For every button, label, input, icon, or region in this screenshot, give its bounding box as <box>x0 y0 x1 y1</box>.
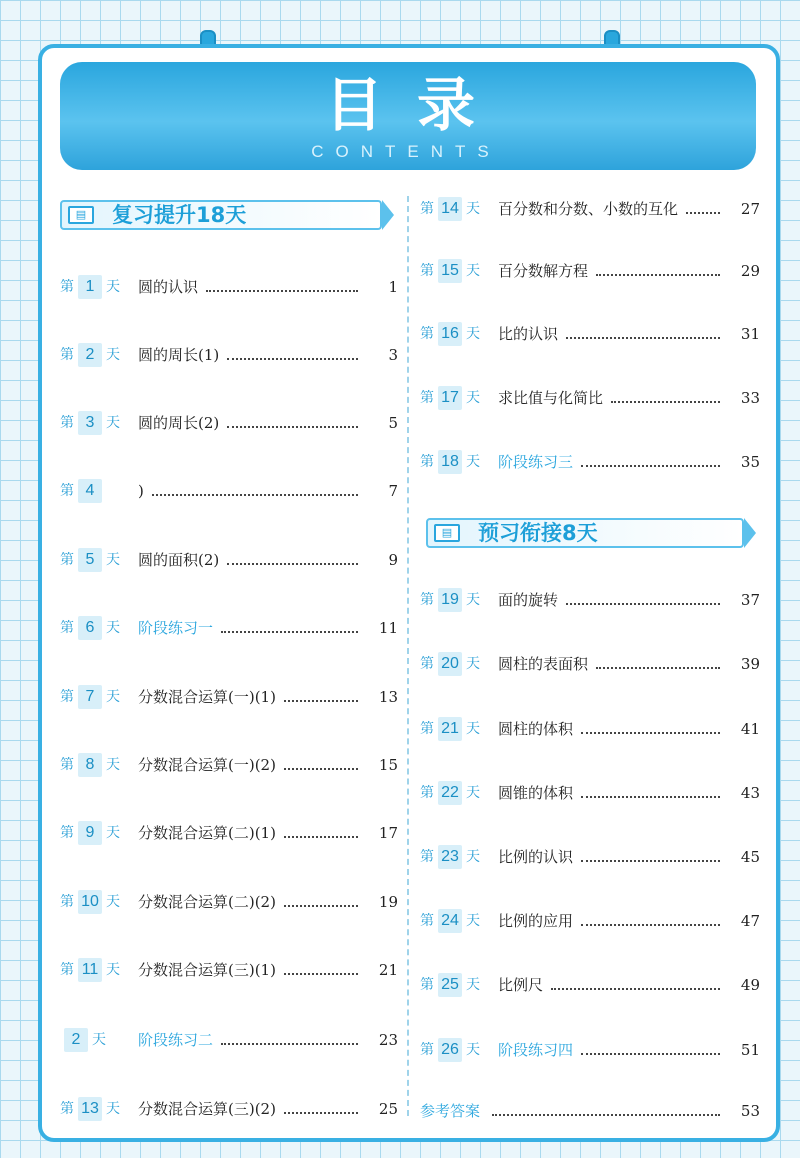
day-prefix: 第 <box>420 849 434 865</box>
toc-entry[interactable] <box>420 652 760 676</box>
entry-title: 分数混合运算(一)(1) <box>138 688 276 706</box>
entry-title: 阶段练习四 <box>498 1041 574 1059</box>
page-number: 9 <box>388 551 398 569</box>
day-number: 7 <box>78 685 102 709</box>
toc-entry[interactable] <box>420 909 760 933</box>
day-prefix: 第 <box>420 201 434 217</box>
entry-title: 分数混合运算(三)(2) <box>138 1100 276 1118</box>
day-suffix: 天 <box>106 894 120 910</box>
section-arrow <box>744 518 756 548</box>
day-label <box>60 685 128 709</box>
day-suffix: 天 <box>106 962 120 978</box>
page-number: 35 <box>740 453 760 471</box>
page-number: 37 <box>740 591 760 609</box>
day-prefix: 第 <box>420 721 434 737</box>
toc-entry[interactable] <box>60 1097 398 1121</box>
dot-leader <box>152 494 358 496</box>
page-number: 7 <box>388 482 398 500</box>
entry-title: 分数混合运算(三)(1) <box>138 961 276 979</box>
section-arrow <box>382 200 394 230</box>
day-prefix: 第 <box>420 454 434 470</box>
page-number: 23 <box>378 1031 398 1049</box>
day-number: 6 <box>78 616 102 640</box>
day-label <box>420 845 488 869</box>
dot-leader <box>227 358 358 360</box>
day-prefix: 第 <box>420 263 434 279</box>
dot-leader <box>492 1114 720 1116</box>
day-label <box>420 259 488 283</box>
answer-key-entry[interactable] <box>420 1099 760 1123</box>
entry-title: 比的认识 <box>498 325 559 343</box>
entry-title: 阶段练习三 <box>498 453 574 471</box>
toc-entry[interactable] <box>420 845 760 869</box>
entry-title: 圆柱的体积 <box>498 720 574 738</box>
toc-entry[interactable] <box>420 259 760 283</box>
day-number: 2 <box>78 343 102 367</box>
day-suffix: 天 <box>466 592 480 608</box>
day-suffix: 天 <box>466 1042 480 1058</box>
day-prefix: 第 <box>60 552 74 568</box>
toc-entry[interactable] <box>420 322 760 346</box>
entry-title: 阶段练习一 <box>138 619 214 637</box>
dot-leader <box>284 836 358 838</box>
page-number: 29 <box>740 262 760 280</box>
toc-entry[interactable] <box>420 717 760 741</box>
day-prefix: 第 <box>420 390 434 406</box>
day-label <box>420 450 488 474</box>
toc-entry[interactable] <box>60 479 398 503</box>
day-number: 25 <box>438 973 462 997</box>
day-number: 13 <box>78 1097 102 1121</box>
page-number: 27 <box>740 200 760 218</box>
day-prefix: 第 <box>60 825 74 841</box>
day-prefix: 第 <box>420 656 434 672</box>
page-subtitle: CONTENTS <box>311 142 501 161</box>
toc-entry[interactable] <box>60 821 398 845</box>
page-number: 43 <box>740 784 760 802</box>
day-number: 4 <box>78 479 102 503</box>
page-number: 39 <box>740 655 760 673</box>
day-suffix: 天 <box>106 1101 120 1117</box>
toc-entry[interactable] <box>420 588 760 612</box>
open-book-icon: ▤ <box>434 524 460 542</box>
day-number: 10 <box>78 890 102 914</box>
section-header-preview <box>426 518 744 548</box>
day-suffix: 天 <box>466 785 480 801</box>
dot-leader <box>284 1112 358 1114</box>
toc-entry[interactable] <box>420 197 760 221</box>
dot-leader <box>566 337 720 339</box>
day-suffix: 天 <box>466 849 480 865</box>
day-label <box>60 616 128 640</box>
day-label <box>420 652 488 676</box>
dot-leader <box>551 988 720 990</box>
day-label <box>60 548 128 572</box>
day-number: 17 <box>438 386 462 410</box>
day-number: 2 <box>64 1028 88 1052</box>
entry-title: 比例尺 <box>498 976 544 994</box>
toc-entry[interactable] <box>420 973 760 997</box>
page-number: 49 <box>740 976 760 994</box>
day-number: 23 <box>438 845 462 869</box>
toc-entry[interactable] <box>60 890 398 914</box>
day-label <box>420 386 488 410</box>
day-label <box>60 411 128 435</box>
entry-title: 比例的认识 <box>498 848 574 866</box>
day-prefix: 第 <box>420 1042 434 1058</box>
day-number: 11 <box>78 958 102 982</box>
section-title: 预习衔接8天 <box>478 521 598 545</box>
section-title: 复习提升18天 <box>112 203 247 227</box>
day-suffix: 天 <box>466 263 480 279</box>
page-number: 11 <box>378 619 398 637</box>
dot-leader <box>221 631 358 633</box>
section-header-review <box>60 200 382 230</box>
dot-leader <box>284 973 358 975</box>
day-number: 20 <box>438 652 462 676</box>
answer-key-label: 参考答案 <box>420 1102 481 1120</box>
day-suffix: 天 <box>466 326 480 342</box>
day-prefix: 第 <box>420 326 434 342</box>
day-label <box>60 1097 128 1121</box>
toc-entry-review[interactable] <box>60 1028 398 1052</box>
day-prefix: 第 <box>60 1101 74 1117</box>
day-label <box>420 1038 488 1062</box>
day-number: 24 <box>438 909 462 933</box>
day-label <box>420 322 488 346</box>
dot-leader <box>581 1053 720 1055</box>
column-divider <box>407 196 409 1116</box>
entry-title: 阶段练习二 <box>138 1031 214 1049</box>
toc-entry[interactable] <box>60 411 398 435</box>
day-label <box>60 275 128 299</box>
entry-title: 百分数和分数、小数的互化 <box>498 200 679 218</box>
dot-leader <box>596 667 720 669</box>
dot-leader <box>596 274 720 276</box>
dot-leader <box>566 603 720 605</box>
day-number: 9 <box>78 821 102 845</box>
day-prefix: 第 <box>60 483 74 499</box>
dot-leader <box>581 860 720 862</box>
toc-entry[interactable] <box>60 753 398 777</box>
day-prefix: 第 <box>420 592 434 608</box>
day-suffix: 天 <box>106 415 120 431</box>
day-number: 14 <box>438 197 462 221</box>
dot-leader <box>284 905 358 907</box>
entry-title: 比例的应用 <box>498 912 574 930</box>
day-number: 21 <box>438 717 462 741</box>
toc-entry[interactable] <box>60 958 398 982</box>
page-number: 13 <box>378 688 398 706</box>
entry-title: 圆的周长(2) <box>138 414 220 432</box>
day-number: 22 <box>438 781 462 805</box>
day-label <box>420 197 488 221</box>
day-suffix: 天 <box>106 552 120 568</box>
dot-leader <box>581 924 720 926</box>
toc-entry-review[interactable] <box>420 1038 760 1062</box>
day-number: 5 <box>78 548 102 572</box>
dot-leader <box>221 1043 358 1045</box>
page-number: 53 <box>740 1102 760 1120</box>
entry-title: 圆的周长(1) <box>138 346 220 364</box>
day-suffix: 天 <box>466 201 480 217</box>
entry-title: 分数混合运算(二)(1) <box>138 824 276 842</box>
entry-title: 分数混合运算(一)(2) <box>138 756 276 774</box>
toc-entry[interactable] <box>420 386 760 410</box>
day-prefix: 第 <box>60 757 74 773</box>
day-suffix: 天 <box>106 825 120 841</box>
day-prefix: 第 <box>60 894 74 910</box>
dot-leader <box>206 290 358 292</box>
day-number: 16 <box>438 322 462 346</box>
day-number: 18 <box>438 450 462 474</box>
entry-title: 求比值与化简比 <box>498 389 604 407</box>
day-suffix: 天 <box>106 689 120 705</box>
open-book-icon: ▤ <box>68 206 94 224</box>
entry-title: ) <box>138 482 144 500</box>
day-number: 19 <box>438 588 462 612</box>
dot-leader <box>686 212 720 214</box>
day-label <box>420 781 488 805</box>
day-number: 3 <box>78 411 102 435</box>
day-label <box>420 588 488 612</box>
day-prefix: 第 <box>60 279 74 295</box>
page-number: 31 <box>740 325 760 343</box>
day-prefix: 第 <box>420 977 434 993</box>
day-suffix: 天 <box>106 279 120 295</box>
dot-leader <box>581 465 720 467</box>
toc-entry[interactable] <box>60 685 398 709</box>
day-prefix: 第 <box>420 913 434 929</box>
day-label <box>420 973 488 997</box>
day-suffix: 天 <box>466 390 480 406</box>
page-number: 3 <box>388 346 398 364</box>
toc-entry-review[interactable] <box>420 450 760 474</box>
day-label <box>60 343 128 367</box>
page-number: 41 <box>740 720 760 738</box>
toc-entry[interactable] <box>420 781 760 805</box>
page-number: 51 <box>740 1041 760 1059</box>
day-number: 26 <box>438 1038 462 1062</box>
day-label <box>60 1028 128 1052</box>
entry-title: 圆的面积(2) <box>138 551 220 569</box>
toc-entry[interactable] <box>60 343 398 367</box>
day-number: 1 <box>78 275 102 299</box>
day-suffix: 天 <box>466 656 480 672</box>
day-label <box>420 717 488 741</box>
day-suffix: 天 <box>466 454 480 470</box>
entry-title: 圆柱的表面积 <box>498 655 589 673</box>
day-suffix: 天 <box>466 977 480 993</box>
dot-leader <box>227 426 358 428</box>
day-label <box>60 479 128 503</box>
day-prefix: 第 <box>60 620 74 636</box>
day-prefix: 第 <box>60 415 74 431</box>
day-suffix: 天 <box>106 347 120 363</box>
day-prefix: 第 <box>60 347 74 363</box>
page-title: 目录 <box>324 71 509 139</box>
page-number: 47 <box>740 912 760 930</box>
day-label <box>60 890 128 914</box>
day-label <box>60 958 128 982</box>
day-suffix: 天 <box>466 721 480 737</box>
day-prefix: 第 <box>60 689 74 705</box>
day-suffix: 天 <box>106 620 120 636</box>
toc-entry[interactable] <box>60 275 398 299</box>
entry-title: 面的旋转 <box>498 591 559 609</box>
toc-entry-review[interactable] <box>60 616 398 640</box>
day-label <box>420 909 488 933</box>
page-number: 19 <box>378 893 398 911</box>
day-number: 8 <box>78 753 102 777</box>
dot-leader <box>227 563 358 565</box>
day-suffix: 天 <box>92 1032 106 1048</box>
dot-leader <box>284 700 358 702</box>
day-label <box>60 753 128 777</box>
entry-title: 圆锥的体积 <box>498 784 574 802</box>
dot-leader <box>581 732 720 734</box>
page-number: 33 <box>740 389 760 407</box>
page-number: 21 <box>378 961 398 979</box>
page-number: 15 <box>378 756 398 774</box>
page-number: 5 <box>388 414 398 432</box>
toc-entry[interactable] <box>60 548 398 572</box>
page-number: 45 <box>740 848 760 866</box>
day-label <box>60 821 128 845</box>
day-prefix: 第 <box>60 962 74 978</box>
day-prefix: 第 <box>420 785 434 801</box>
entry-title: 圆的认识 <box>138 278 199 296</box>
day-number: 15 <box>438 259 462 283</box>
dot-leader <box>611 401 720 403</box>
page-number: 1 <box>388 278 398 296</box>
day-suffix: 天 <box>106 757 120 773</box>
dot-leader <box>581 796 720 798</box>
entry-title: 分数混合运算(二)(2) <box>138 893 276 911</box>
entry-title: 百分数解方程 <box>498 262 589 280</box>
page-number: 25 <box>378 1100 398 1118</box>
page-number: 17 <box>378 824 398 842</box>
day-suffix: 天 <box>466 913 480 929</box>
dot-leader <box>284 768 358 770</box>
